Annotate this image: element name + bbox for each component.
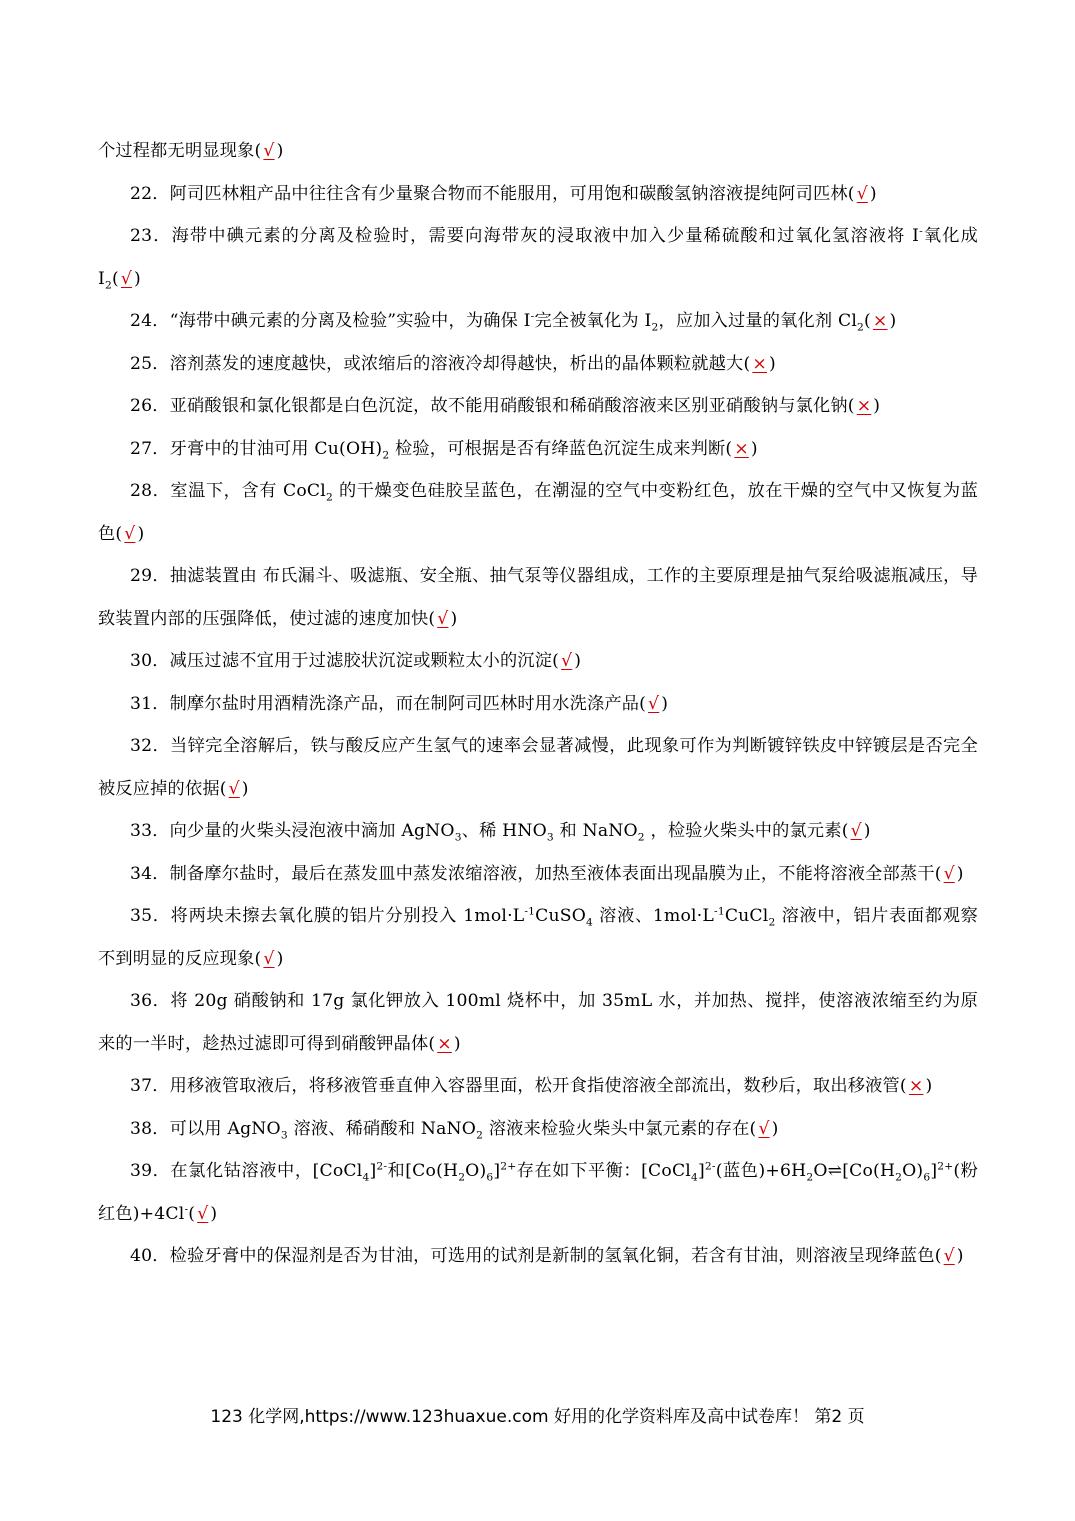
cross-mark: × [752, 353, 767, 374]
check-mark: √ [943, 863, 955, 884]
cross-mark: × [872, 311, 888, 331]
check-mark: √ [124, 523, 136, 544]
check-mark: √ [943, 1246, 955, 1266]
question-item-33: 33．向少量的火柴头浸泡液中滴加 AgNO$_3$、稀 $HNO_3$ 和 NaNO$_2$ ，检验火柴头中的氯元素( √ ) [130, 821, 871, 844]
question-item-30: 30．减压过滤不宜用于过滤胶状沉淀或颗粒太小的沉淀( √ ) [130, 651, 582, 671]
question-item-32: 32．当锌完全溶解后，铁与酸反应产生氢气的速率会显著减慢，此现象可作为判断镀锌铁皮中锌镀层是否完全被反应掉的依据( √ ) [98, 736, 978, 799]
cross-mark: × [908, 1076, 924, 1096]
cross-mark: × [734, 438, 749, 459]
question-item-29: 29．抽滤装置由 布氏漏斗、吸滤瓶、安全瓶、抽气泵等仪器组成，工作的主要原理是抽气泵给吸滤瓶减压，导致装置内部的压强降低，使过滤的速度加快( √ ) [98, 566, 978, 629]
cross-mark: × [856, 396, 872, 416]
question-item-27: 27．牙膏中的甘油可用 $Cu(OH)_2$ 检验，可根据是否有绛蓝色沉淀生成来判断( × ) [130, 438, 758, 461]
check-mark: √ [561, 651, 573, 671]
check-mark: √ [856, 183, 868, 204]
question-item-38: 38．可以用 AgNO$_3$ 溶液、稀硝酸和 NaNO$_2$ 溶液来检验火柴头中氯元素的存在( √ ) [130, 1118, 779, 1141]
cross-mark: × [437, 1033, 452, 1054]
question-item-21c: 个过程都无明显现象( √ ) [98, 141, 284, 161]
question-item-26: 26．亚硝酸银和氯化银都是白色沉淀，故不能用硝酸银和稀硝酸溶液来区别亚硝酸钠与氯化钠( × ) [130, 396, 881, 416]
question-item-37: 37．用移液管取液后，将移液管垂直伸入容器里面，松开食指使溶液全部流出，数秒后，取出移液管( × ) [130, 1076, 933, 1096]
question-item-40: 40．检验牙膏中的保湿剂是否为甘油，可选用的试剂是新制的氢氧化铜，若含有甘油，则溶液呈现绛蓝色( √ ) [130, 1246, 964, 1266]
check-mark: √ [263, 948, 275, 969]
check-mark: √ [197, 1203, 209, 1224]
check-mark: √ [758, 1118, 770, 1139]
question-item-24: 24．“海带中碘元素的分离及检验”实验中，为确保 I-完全被氧化为 $I_2$，应加入过量的氧化剂 $Cl_2$( × ) [130, 309, 897, 334]
question-item-22: 22．阿司匹林粗产品中往往含有少量聚合物而不能服用，可用饱和碳酸氢钠溶液提纯阿司匹林( √ ) [130, 183, 877, 204]
question-item-28: 28．室温下，含有 CoCl$_2$ 的干燥变色硅胶呈蓝色，在潮湿的空气中变粉红色，放在干燥的空气中又恢复为蓝色( √ ) [98, 481, 978, 544]
check-mark: √ [648, 693, 660, 714]
question-item-39: 39．在氯化钴溶液中，[CoCl$_4$]$^{2-}$和$[Co(H_2O)_6]^{2+}$存在如下平衡：[CoCl$_4$]$^{2-}$(蓝色)$+6H_2O\rightleftharpoons[Co(H_2O)_6]^{2+}$(粉红色)+4Cl-( √ ) [98, 1159, 979, 1224]
question-item-36: 36．将 20g 硝酸钠和 17g 氯化钾放入 100ml 烧杯中，加 35mL 水，并加热、搅拌，使溶液浓缩至约为原来的一半时，趁热过滤即可得到硝酸钾晶体( × ) [98, 991, 978, 1054]
question-item-31: 31．制摩尔盐时用酒精洗涤产品，而在制阿司匹林时用水洗涤产品( √ ) [130, 693, 669, 714]
check-mark: √ [850, 821, 862, 841]
question-item-35: 35．将两块未擦去氧化膜的铝片分别投入 $1mol\cdot L^{-1}CuSO_4$ 溶液、$1mol\cdot L^{-1}CuCl_2$ 溶液中，铝片表面都观察不到明显的反应现象( √ ) [98, 904, 978, 969]
question-list [98, 130, 978, 1278]
question-item-25: 25．溶剂蒸发的速度越快，或浓缩后的溶液冷却得越快，析出的晶体颗粒就越大( × ) [130, 353, 776, 374]
question-item-23: 23．海带中碘元素的分离及检验时，需要向海带灰的浸取液中加入少量稀硫酸和过氧化氢溶液将 I-氧化成 $I_2$( √ ) [98, 224, 978, 291]
check-mark: √ [437, 608, 449, 629]
check-mark: √ [120, 268, 133, 289]
page-footer: 123 化学网,https://www.123huaxue.com 好用的化学资料库及高中试卷库！ 第2 页 [210, 1407, 865, 1427]
question-item-34: 34．制备摩尔盐时，最后在蒸发皿中蒸发浓缩溶液，加热至液体表面出现晶膜为止，不能将溶液全部蒸干( √ ) [130, 863, 964, 884]
check-mark: √ [228, 778, 240, 799]
check-mark: √ [263, 141, 275, 161]
